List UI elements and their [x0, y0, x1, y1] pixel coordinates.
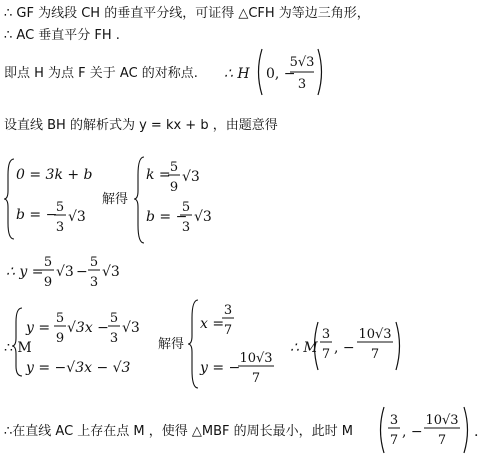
svg-text:5: 5: [169, 160, 179, 175]
svg-text:9: 9: [55, 331, 65, 346]
svg-text:0, −: 0, −: [266, 66, 296, 82]
svg-text:10√3: 10√3: [425, 413, 459, 428]
svg-text:y = −√3x − √3: y = −√3x − √3: [26, 360, 131, 376]
point-H-coordinate: [256, 46, 326, 98]
line-2: ∴ AC 垂直平分 FH .: [4, 28, 120, 43]
svg-text:10√3: 10√3: [358, 327, 392, 342]
line-3-H: ∴ H: [224, 66, 250, 82]
svg-text:5√3: 5√3: [289, 55, 315, 70]
svg-text:√3: √3: [68, 209, 86, 225]
svg-text:3: 3: [55, 220, 65, 235]
svg-text:x =: x =: [200, 316, 225, 332]
svg-text:3: 3: [223, 303, 233, 318]
svg-text:5: 5: [55, 311, 65, 326]
svg-text:7: 7: [251, 371, 261, 386]
svg-text:5: 5: [109, 311, 119, 326]
svg-text:3: 3: [389, 413, 399, 428]
point-M-coordinate: [378, 404, 496, 456]
svg-text:7: 7: [370, 347, 380, 362]
svg-text:3: 3: [89, 275, 99, 290]
svg-text:3: 3: [297, 77, 307, 92]
line-conclusion: ∴在直线 AC 上存在点 M ，使得 △MBF 的周长最小，此时 M: [4, 424, 353, 439]
svg-text:√3: √3: [194, 209, 212, 225]
svg-text:5: 5: [89, 255, 99, 270]
svg-text:10√3: 10√3: [239, 351, 273, 366]
svg-text:√3: √3: [102, 264, 120, 280]
svg-text:0 = 3k + b: 0 = 3k + b: [16, 167, 93, 183]
svg-text:√3: √3: [122, 320, 140, 336]
svg-text:∴ M: ∴ M: [290, 340, 318, 356]
svg-text:3: 3: [109, 331, 119, 346]
svg-text:7: 7: [389, 433, 399, 448]
svg-text:√3x −: √3x −: [67, 320, 109, 336]
svg-text:5: 5: [55, 200, 65, 215]
svg-text:3: 3: [181, 220, 191, 235]
svg-text:y = −: y = −: [200, 360, 241, 376]
svg-text:√3: √3: [182, 169, 200, 185]
svg-text:7: 7: [437, 433, 447, 448]
svg-text:b = −: b = −: [146, 209, 188, 225]
equation-y: [4, 250, 144, 294]
svg-text:5: 5: [181, 200, 191, 215]
svg-text:b = −: b = −: [16, 207, 58, 223]
svg-text:−: −: [76, 264, 88, 280]
svg-text:9: 9: [43, 275, 53, 290]
svg-text:, −: , −: [402, 424, 423, 440]
svg-text:5: 5: [43, 255, 53, 270]
line-4: 设直线 BH 的解析式为 y = kx + b ，由题意得: [4, 118, 278, 133]
svg-text:∴ M: ∴ M: [4, 340, 32, 356]
line-1: ∴ GF 为线段 CH 的垂直平分线，可证得 △CFH 为等边三角形，: [4, 6, 370, 21]
svg-text:k =: k =: [146, 167, 171, 183]
svg-text:3: 3: [321, 327, 331, 342]
svg-text:解得: 解得: [158, 337, 185, 352]
line-3-text: 即点 H 为点 F 关于 AC 的对称点.: [4, 66, 198, 81]
system-1: [4, 155, 224, 245]
system-2: [4, 300, 414, 390]
svg-text:, −: , −: [334, 340, 355, 356]
svg-text:9: 9: [169, 180, 179, 195]
svg-text:7: 7: [223, 323, 233, 338]
svg-text:7: 7: [321, 347, 331, 362]
svg-text:y =: y =: [26, 320, 51, 336]
svg-text:解得: 解得: [102, 192, 129, 207]
svg-text:√3: √3: [56, 264, 74, 280]
svg-text:.: .: [474, 424, 479, 440]
svg-text:∴ y =: ∴ y =: [6, 264, 44, 280]
